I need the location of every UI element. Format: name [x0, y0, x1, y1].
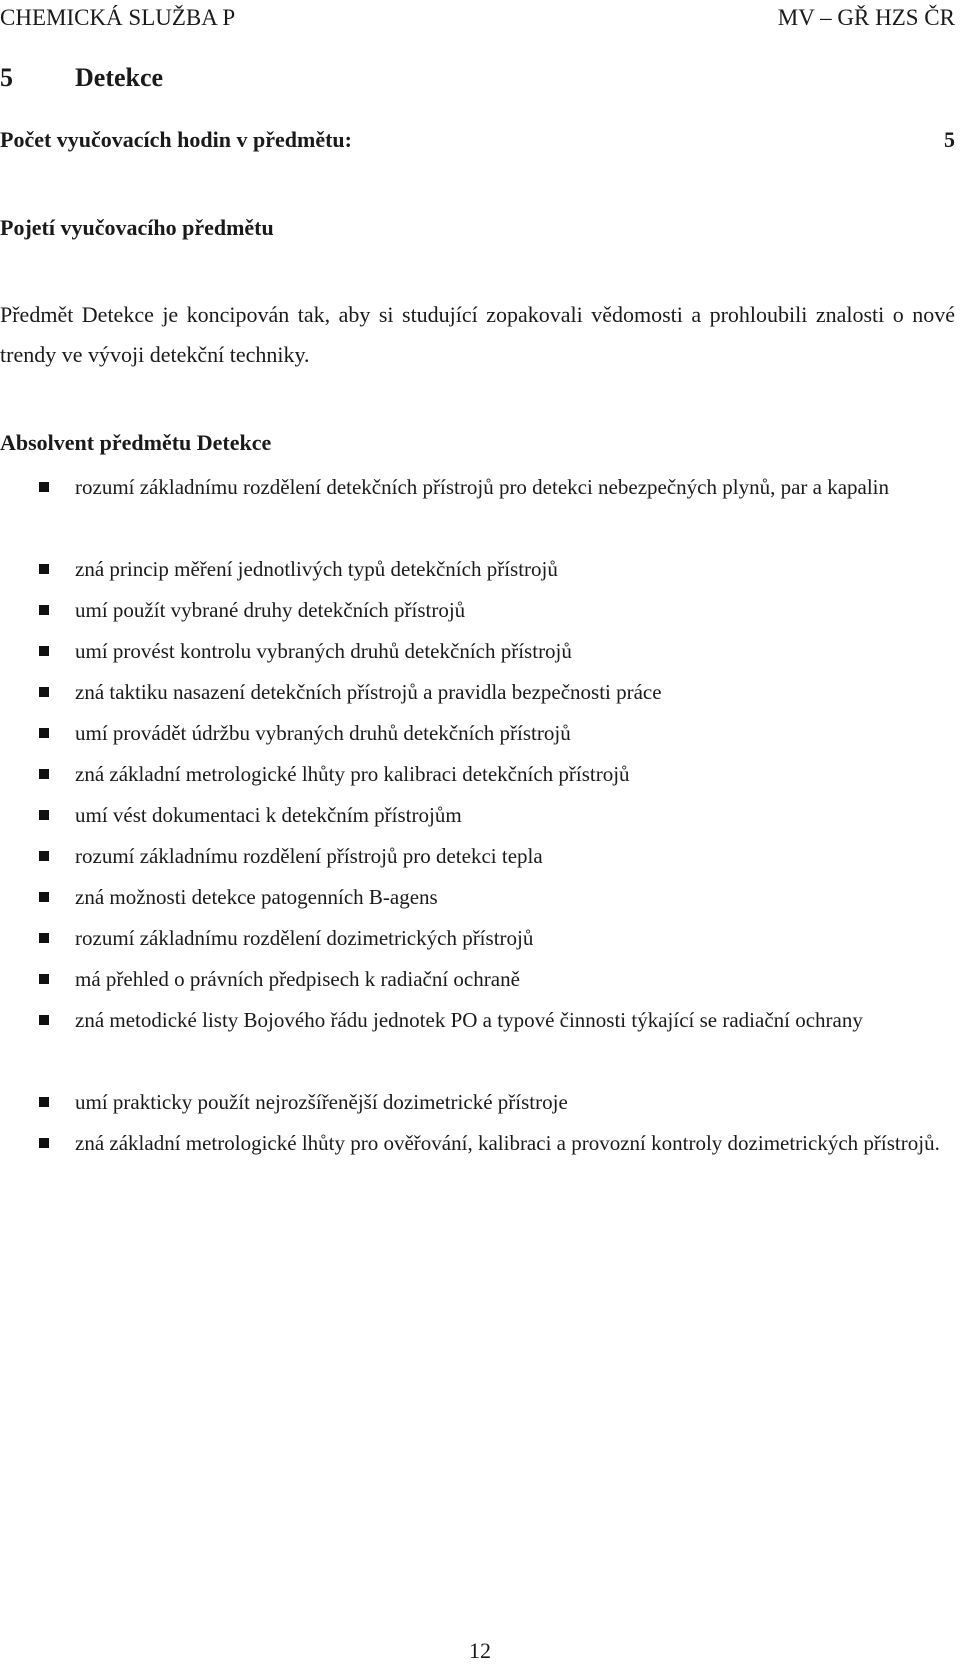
square-bullet-icon [39, 892, 49, 902]
page-number: 12 [469, 1638, 491, 1663]
square-bullet-icon [39, 728, 49, 738]
square-bullet-icon [39, 1097, 49, 1107]
header-left-text: CHEMICKÁ SLUŽBA P [0, 5, 236, 30]
graduate-heading: Absolvent předmětu Detekce [0, 430, 272, 455]
list-item [0, 836, 955, 877]
list-item [0, 754, 955, 795]
list-item-text: rozumí základnímu rozdělení dozimetrických přístrojů [75, 926, 534, 950]
square-bullet-icon [39, 605, 49, 615]
outcomes-list [0, 467, 955, 1205]
list-item [0, 672, 955, 713]
lesson-hours-value: 5 [944, 127, 955, 152]
concept-paragraph: Předmět Detekce je koncipován tak, aby si studující zopakovali vědomosti a prohloubili znalosti o nové trendy ve vývoji detekční techniky. [0, 302, 955, 367]
chapter-title: Detekce [75, 63, 164, 92]
list-item [0, 1082, 955, 1123]
square-bullet-icon [39, 1138, 49, 1148]
list-item-text: umí prakticky použít nejrozšířenější dozimetrické přístroje [75, 1090, 568, 1114]
list-item [0, 713, 955, 754]
square-bullet-icon [39, 769, 49, 779]
square-bullet-icon [39, 564, 49, 574]
square-bullet-icon [39, 851, 49, 861]
square-bullet-icon [39, 687, 49, 697]
list-item-text: umí provést kontrolu vybraných druhů detekčních přístrojů [75, 639, 572, 663]
list-item-text: zná základní metrologické lhůty pro ověřování, kalibraci a provozní kontroly dozimetrických přístrojů. [75, 1131, 940, 1155]
chapter-heading [0, 60, 163, 96]
list-item-text: umí provádět údržbu vybraných druhů detekčních přístrojů [75, 721, 571, 745]
list-item-text: umí vést dokumentaci k detekčním přístrojům [75, 803, 462, 827]
list-item [0, 918, 955, 959]
list-item-text: zná princip měření jednotlivých typů detekčních přístrojů [75, 557, 558, 581]
list-item-text: rozumí základnímu rozdělení detekčních přístrojů pro detekci nebezpečných plynů, par a kapalin [75, 475, 890, 499]
square-bullet-icon [39, 974, 49, 984]
list-item-text: rozumí základnímu rozdělení přístrojů pro detekci tepla [75, 844, 543, 868]
list-item-text: má přehled o právních předpisech k radiační ochraně [75, 967, 520, 991]
list-item-text: zná základní metrologické lhůty pro kalibraci detekčních přístrojů [75, 762, 630, 786]
list-item [0, 795, 955, 836]
square-bullet-icon [39, 933, 49, 943]
page-header [0, 2, 960, 34]
square-bullet-icon [39, 1015, 49, 1025]
concept-heading: Pojetí vyučovacího předmětu [0, 215, 274, 240]
list-item [0, 877, 955, 918]
list-item-text: umí použít vybrané druhy detekčních přístrojů [75, 598, 466, 622]
list-item [0, 631, 955, 672]
chapter-number: 5 [0, 63, 13, 92]
lesson-hours [0, 124, 955, 156]
square-bullet-icon [39, 482, 49, 492]
list-item [0, 590, 955, 631]
square-bullet-icon [39, 646, 49, 656]
list-item [0, 549, 955, 590]
list-item [0, 959, 955, 1000]
header-right-text: MV – GŘ HZS ČR [777, 5, 955, 30]
list-item-text: zná možnosti detekce patogenních B-agens [75, 885, 438, 909]
lesson-hours-label: Počet vyučovacích hodin v předmětu: [0, 127, 352, 152]
list-item-text: zná metodické listy Bojového řádu jednotek PO a typové činnosti týkající se radiační ochrany [75, 1008, 863, 1032]
list-item-text: zná taktiku nasazení detekčních přístrojů a pravidla bezpečnosti práce [75, 680, 662, 704]
square-bullet-icon [39, 810, 49, 820]
list-item [0, 1123, 955, 1205]
list-item [0, 1000, 955, 1082]
list-item [0, 467, 955, 549]
